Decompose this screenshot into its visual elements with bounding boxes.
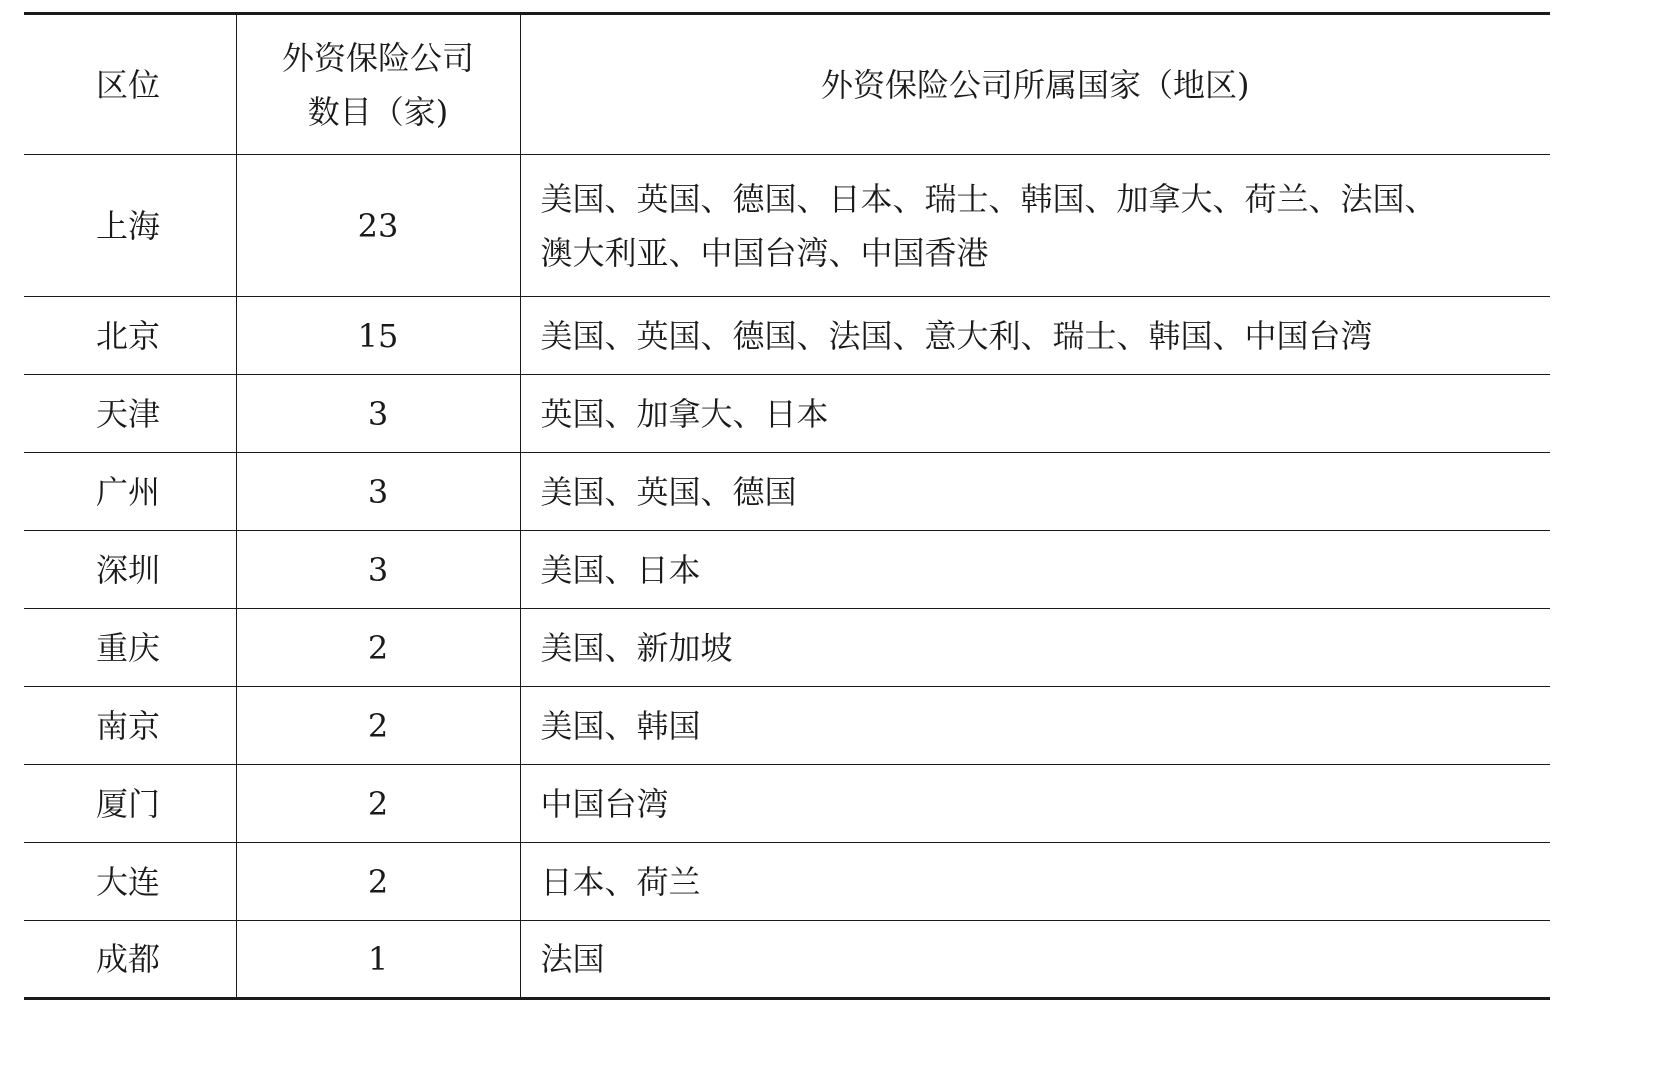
- header-count-line2: 数目（家): [307, 92, 449, 131]
- count-cell: 1: [236, 921, 520, 999]
- region-cell: 南京: [24, 687, 236, 765]
- insurance-table-container: [24, 12, 1550, 1000]
- table-header: [24, 14, 1550, 155]
- region-cell: 深圳: [24, 531, 236, 609]
- header-row: [24, 14, 1550, 155]
- region-cell: 上海: [24, 155, 236, 297]
- header-count-line1: 外资保险公司: [281, 38, 474, 77]
- countries-cell: 美国、英国、德国、法国、意大利、瑞士、韩国、中国台湾: [520, 297, 1550, 375]
- countries-cell: 美国、新加坡: [520, 609, 1550, 687]
- region-cell: 成都: [24, 921, 236, 999]
- table-body: [24, 155, 1550, 999]
- count-cell: 15: [236, 297, 520, 375]
- region-cell: 大连: [24, 843, 236, 921]
- foreign-insurance-table: [24, 12, 1550, 1000]
- table-row: [24, 687, 1550, 765]
- countries-line2: 澳大利亚、中国台湾、中国香港: [540, 233, 989, 272]
- table-row: [24, 609, 1550, 687]
- table-row: [24, 453, 1550, 531]
- count-cell: 2: [236, 687, 520, 765]
- count-cell: 2: [236, 609, 520, 687]
- table-row: [24, 843, 1550, 921]
- region-cell: 广州: [24, 453, 236, 531]
- count-cell: 2: [236, 843, 520, 921]
- count-cell: 3: [236, 375, 520, 453]
- region-cell: 厦门: [24, 765, 236, 843]
- count-cell: 3: [236, 453, 520, 531]
- table-row: [24, 921, 1550, 999]
- count-cell: 2: [236, 765, 520, 843]
- countries-cell: 美国、英国、德国: [520, 453, 1550, 531]
- countries-cell: 美国、韩国: [520, 687, 1550, 765]
- table-row: [24, 765, 1550, 843]
- region-cell: 北京: [24, 297, 236, 375]
- region-cell: 天津: [24, 375, 236, 453]
- table-row: [24, 375, 1550, 453]
- table-row: [24, 155, 1550, 297]
- region-cell: 重庆: [24, 609, 236, 687]
- header-region: 区位: [24, 14, 236, 155]
- header-countries: 外资保险公司所属国家（地区): [520, 14, 1550, 155]
- header-count: [236, 14, 520, 155]
- table-row: [24, 531, 1550, 609]
- countries-cell: 法国: [520, 921, 1550, 999]
- count-cell: 3: [236, 531, 520, 609]
- countries-cell: 美国、日本: [520, 531, 1550, 609]
- countries-line1: 美国、英国、德国、日本、瑞士、韩国、加拿大、荷兰、法国、: [540, 179, 1437, 218]
- countries-cell: [520, 155, 1550, 297]
- count-cell: 23: [236, 155, 520, 297]
- countries-cell: 日本、荷兰: [520, 843, 1550, 921]
- countries-cell: 英国、加拿大、日本: [520, 375, 1550, 453]
- countries-cell: 中国台湾: [520, 765, 1550, 843]
- table-row: [24, 297, 1550, 375]
